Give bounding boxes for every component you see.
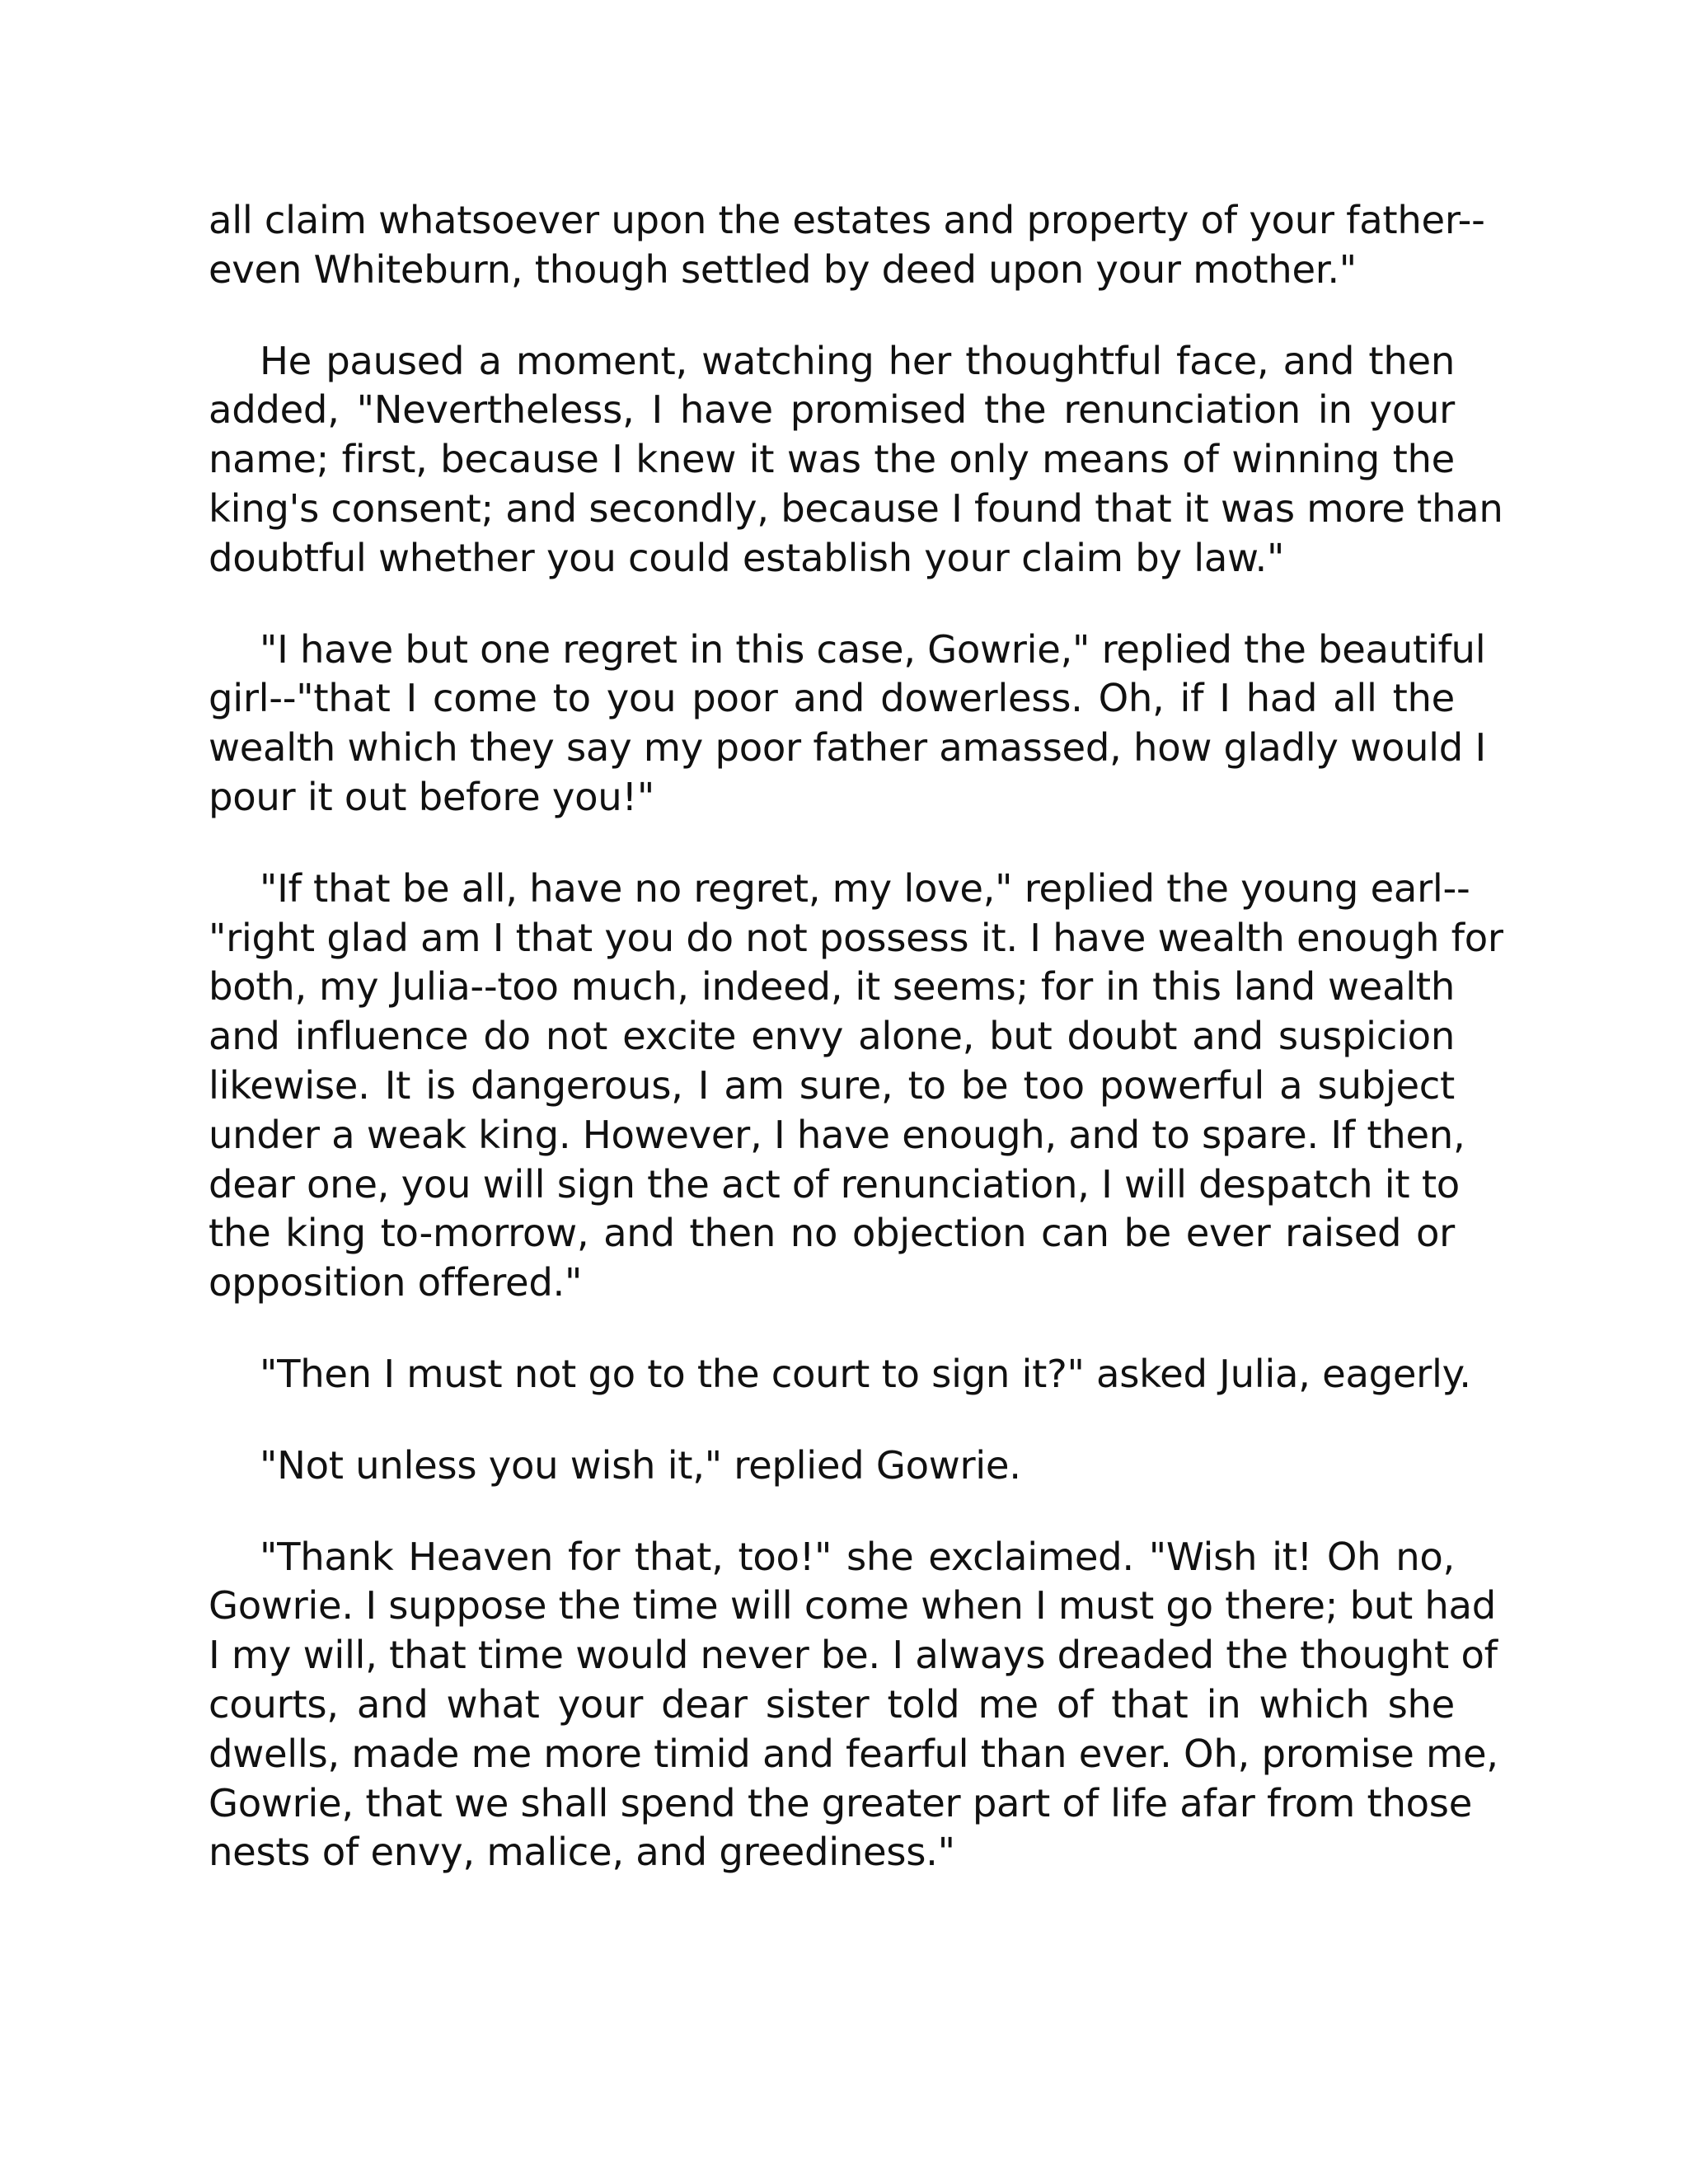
paragraph <box>209 196 1485 295</box>
text-line: both, my Julia--too much, indeed, it seems; for in this land wealth <box>209 964 1455 1010</box>
text-line: "If that be all, have no regret, my love," replied the young earl-- <box>260 865 1470 911</box>
text-line: Gowrie. I suppose the time will come when I must go there; but had <box>209 1583 1496 1629</box>
paragraph <box>209 865 1503 1308</box>
text-line: added, "Nevertheless, I have promised the renunciation in your <box>209 387 1455 433</box>
text-line: pour it out before you!" <box>209 774 654 819</box>
text-line: courts, and what your dear sister told me of that in which she <box>209 1681 1455 1727</box>
text-line: "Then I must not go to the court to sign it?" asked Julia, eagerly. <box>260 1351 1471 1396</box>
text-line: even Whiteburn, though settled by deed upon your mother." <box>209 246 1357 292</box>
paragraph <box>209 1441 1455 1491</box>
text-line: name; first, because I knew it was the only means of winning the <box>209 437 1455 482</box>
text-line: nests of envy, malice, and greediness." <box>209 1830 955 1875</box>
text-line: "Thank Heaven for that, too!" she exclaimed. "Wish it! Oh no, <box>260 1534 1455 1579</box>
text-line: He paused a moment, watching her thoughtful face, and then <box>260 338 1455 383</box>
text-line: doubtful whether you could establish your claim by law." <box>209 535 1285 580</box>
text-line: dwells, made me more timid and fearful than ever. Oh, promise me, <box>209 1731 1498 1776</box>
text-line: opposition offered." <box>209 1260 583 1305</box>
text-line: "right glad am I that you do not possess it. I have wealth enough for <box>209 915 1503 960</box>
body-text <box>209 196 1503 1919</box>
text-line: I my will, that time would never be. I always dreaded the thought of <box>209 1633 1498 1678</box>
text-line: the king to-morrow, and then no objection can be ever raised or <box>209 1211 1455 1256</box>
text-line: Gowrie, that we shall spend the greater part of life afar from those <box>209 1780 1473 1825</box>
paragraph <box>209 626 1486 823</box>
text-line: likewise. It is dangerous, I am sure, to be too powerful a subject <box>209 1062 1455 1108</box>
text-line: wealth which they say my poor father amassed, how gladly would I <box>209 725 1486 771</box>
text-line: dear one, you will sign the act of renunciation, I will despatch it to <box>209 1161 1460 1207</box>
paragraph <box>209 337 1503 583</box>
text-line: under a weak king. However, I have enough, and to spare. If then, <box>209 1112 1465 1157</box>
text-line: and influence do not excite envy alone, but doubt and suspicion <box>209 1014 1455 1059</box>
text-line: king's consent; and secondly, because I found that it was more than <box>209 485 1503 531</box>
text-line: "Not unless you wish it," replied Gowrie. <box>260 1442 1021 1488</box>
text-line: all claim whatsoever upon the estates and property of your father-- <box>209 198 1485 242</box>
paragraph <box>209 1533 1498 1878</box>
paragraph <box>209 1350 1471 1399</box>
text-line: "I have but one regret in this case, Gowrie," replied the beautiful <box>260 626 1486 672</box>
text-line: girl--"that I come to you poor and dowerless. Oh, if I had all the <box>209 676 1455 721</box>
